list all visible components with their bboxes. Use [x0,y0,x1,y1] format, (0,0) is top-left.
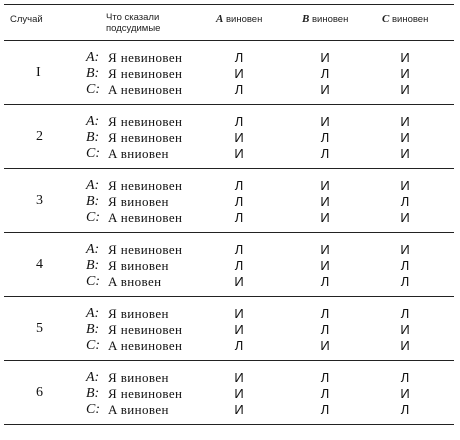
b-guilty-value: Л [320,306,330,321]
statement: Я невиновен [108,114,183,129]
a-guilty-value: И [234,402,244,417]
statement: Я невиновен [108,178,183,193]
speaker: A: [86,178,100,193]
speaker: B: [86,322,100,337]
header-a-guilty [216,14,262,25]
table-row [4,338,454,354]
header-b-letter: B [302,13,310,25]
speaker: A: [86,370,100,385]
table-row [4,130,454,146]
a-guilty-value: И [234,306,244,321]
table-row [4,258,454,274]
table-row [4,66,454,82]
case-number: 3 [36,193,43,208]
statement: Я невиновен [108,242,183,257]
c-guilty-value: И [400,338,410,353]
a-guilty-value: Л [234,114,244,129]
c-guilty-value: И [400,210,410,225]
case-group [4,41,454,105]
speaker: B: [86,258,100,273]
b-guilty-value: И [320,210,330,225]
c-guilty-value: Л [400,306,410,321]
b-guilty-value: И [320,194,330,209]
statement: A вновен [108,274,162,289]
c-guilty-value: Л [400,274,410,289]
a-guilty-value: И [234,322,244,337]
b-guilty-value: Л [320,402,330,417]
b-guilty-value: Л [320,146,330,161]
table-row [4,146,454,162]
c-guilty-value: И [400,130,410,145]
statement: Я невиновен [108,66,183,81]
speaker: C: [86,146,100,161]
c-guilty-value: И [400,386,410,401]
b-guilty-value: Л [320,130,330,145]
statement: Я невиновен [108,50,183,65]
statement: A невиновен [108,82,183,97]
c-guilty-value: И [400,178,410,193]
c-guilty-value: И [400,242,410,257]
c-guilty-value: И [400,82,410,97]
case-group [4,233,454,297]
speaker: C: [86,274,100,289]
header-statements-line2: подсудимые [106,23,161,34]
b-guilty-value: Л [320,66,330,81]
case-number: 2 [36,129,43,144]
header-c-label: виновен [391,14,429,25]
statement: Я невиновен [108,386,183,401]
header-statements-line1: Что сказали [106,12,160,23]
speaker: C: [86,82,100,97]
table-row [4,402,454,418]
c-guilty-value: И [400,146,410,161]
c-guilty-value: И [400,114,410,129]
header-b-guilty [302,14,348,25]
a-guilty-value: Л [234,194,244,209]
b-guilty-value: И [320,50,330,65]
case-group [4,169,454,233]
a-guilty-value: И [234,370,244,385]
table-top-rule [4,4,454,5]
b-guilty-value: Л [320,370,330,385]
case-group [4,105,454,169]
a-guilty-value: И [234,386,244,401]
table-row [4,322,454,338]
table-row [4,114,454,130]
header-b-label: виновен [311,14,349,25]
a-guilty-value: И [234,66,244,81]
a-guilty-value: Л [234,338,244,353]
statement: Я невиновен [108,322,183,337]
a-guilty-value: Л [234,50,244,65]
b-guilty-value: И [320,258,330,273]
statement: A невиновен [108,210,183,225]
c-guilty-value: Л [400,258,410,273]
a-guilty-value: И [234,274,244,289]
b-guilty-value: Л [320,274,330,289]
header-case: Случай [10,14,43,25]
row-separator [4,424,454,425]
c-guilty-value: Л [400,370,410,385]
table-row [4,178,454,194]
table-row [4,370,454,386]
c-guilty-value: И [400,66,410,81]
statement: A вниовен [108,146,169,161]
table-row [4,306,454,322]
b-guilty-value: И [320,178,330,193]
header-statements [106,12,186,34]
table-row [4,194,454,210]
statement: A невиновен [108,338,183,353]
table-row [4,50,454,66]
statement: Я виновен [108,194,169,209]
a-guilty-value: Л [234,178,244,193]
a-guilty-value: Л [234,210,244,225]
speaker: B: [86,386,100,401]
speaker: C: [86,210,100,225]
table-row [4,82,454,98]
a-guilty-value: Л [234,242,244,257]
speaker: C: [86,338,100,353]
header-c-letter: C [382,13,390,25]
case-number: I [36,65,41,80]
b-guilty-value: Л [320,322,330,337]
b-guilty-value: И [320,82,330,97]
statement: A виновен [108,402,169,417]
speaker: B: [86,194,100,209]
header-a-letter: A [216,13,224,25]
b-guilty-value: И [320,114,330,129]
a-guilty-value: И [234,130,244,145]
a-guilty-value: Л [234,258,244,273]
statement: Я виновен [108,370,169,385]
header-a-label: виновен [225,14,263,25]
case-group [4,297,454,361]
b-guilty-value: Л [320,386,330,401]
table-row [4,386,454,402]
speaker: A: [86,50,100,65]
case-number: 4 [36,257,43,272]
b-guilty-value: И [320,338,330,353]
case-number: 6 [36,385,43,400]
header-c-guilty [382,14,428,25]
c-guilty-value: Л [400,194,410,209]
speaker: B: [86,66,100,81]
b-guilty-value: И [320,242,330,257]
case-number: 5 [36,321,43,336]
case-group [4,361,454,425]
table-row [4,274,454,290]
speaker: A: [86,306,100,321]
a-guilty-value: Л [234,82,244,97]
speaker: C: [86,402,100,417]
table-row [4,210,454,226]
c-guilty-value: Л [400,402,410,417]
speaker: A: [86,114,100,129]
table-row [4,242,454,258]
statement: Я виновен [108,306,169,321]
c-guilty-value: И [400,322,410,337]
statement: Я невиновен [108,130,183,145]
a-guilty-value: И [234,146,244,161]
statement: Я виновен [108,258,169,273]
truth-table [4,0,454,440]
speaker: A: [86,242,100,257]
speaker: B: [86,130,100,145]
c-guilty-value: И [400,50,410,65]
